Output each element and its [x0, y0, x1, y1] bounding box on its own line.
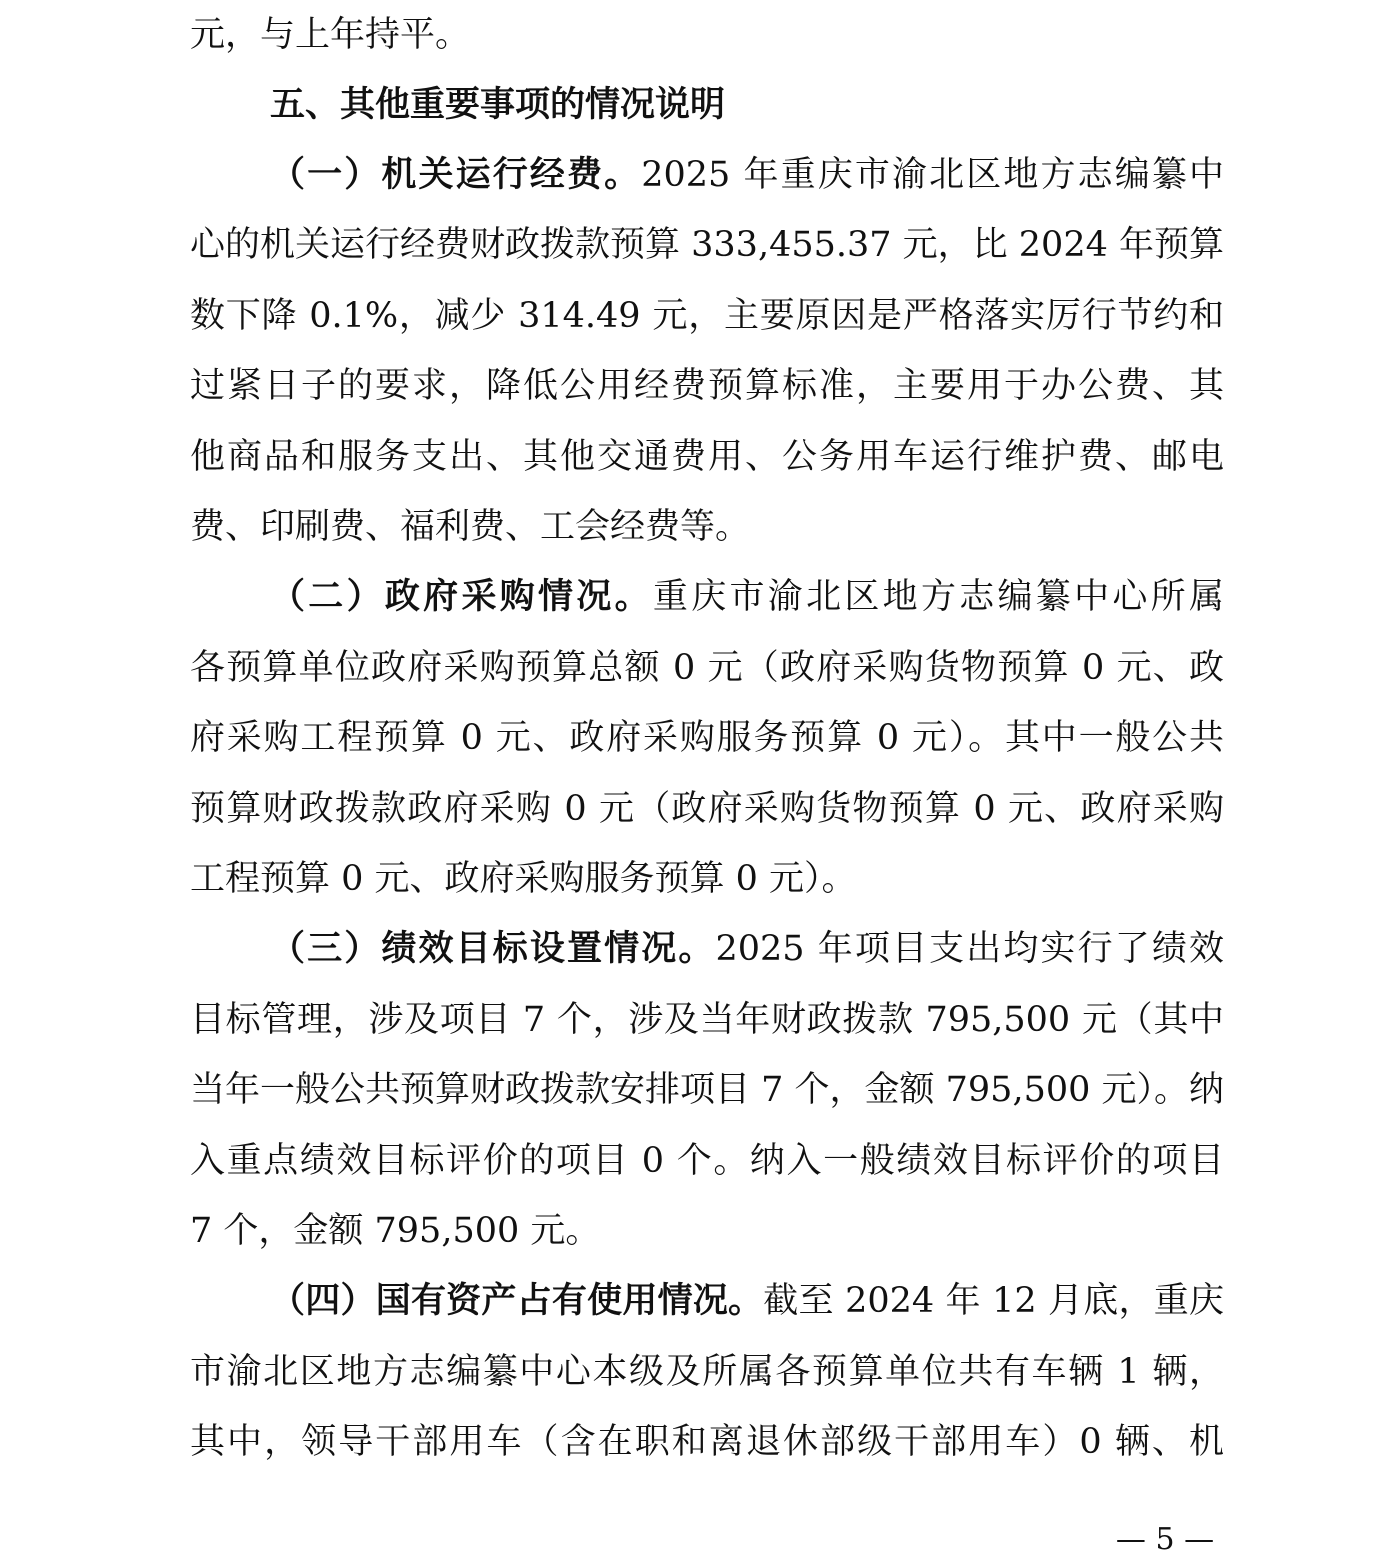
line-text: 数下降 0.1%，减少 314.49 元，主要原因是严格落实厉行节约和 — [190, 296, 1224, 336]
section-heading — [270, 75, 1224, 135]
line-text: 预算财政拨款政府采购 0 元（政府采购货物预算 0 元、政府采购 — [190, 789, 1224, 829]
paragraph-first-line — [270, 919, 1224, 979]
page-number: — 5 — — [1115, 1522, 1215, 1557]
paragraph-line — [190, 708, 1224, 768]
line-text: 重庆市渝北区地方志编纂中心所属 — [652, 577, 1224, 617]
paragraph-line — [190, 638, 1224, 698]
line-text: 他商品和服务支出、其他交通费用、公务用车运行维护费、邮电 — [190, 437, 1224, 477]
line-text: 2025 年项目支出均实行了绩效 — [715, 929, 1224, 969]
paragraph-lead: （四）国有资产占有使用情况。 — [270, 1281, 764, 1321]
line-text: 工程预算 0 元、政府采购服务预算 0 元）。 — [190, 859, 857, 899]
line-text: 心的机关运行经费财政拨款预算 333,455.37 元，比 2024 年预算 — [190, 225, 1224, 265]
line-text: 当年一般公共预算财政拨款安排项目 7 个，金额 795,500 元）。纳 — [190, 1070, 1224, 1110]
line-text: 截至 2024 年 12 月底，重庆 — [763, 1281, 1224, 1321]
paragraph-lead: （一）机关运行经费。 — [270, 155, 642, 195]
paragraph-line — [190, 1412, 1224, 1472]
paragraph-first-line — [270, 145, 1224, 205]
paragraph-line — [190, 215, 1224, 275]
paragraph-line — [190, 990, 1224, 1050]
paragraph-first-line — [270, 567, 1224, 627]
paragraph-lead: （三）绩效目标设置情况。 — [270, 929, 716, 969]
line-text: 府采购工程预算 0 元、政府采购服务预算 0 元）。其中一般公共 — [190, 718, 1224, 758]
line-text: 市渝北区地方志编纂中心本级及所属各预算单位共有车辆 1 辆， — [190, 1352, 1224, 1392]
paragraph-line — [190, 779, 1224, 839]
line-text: 7 个，金额 795,500 元。 — [190, 1211, 601, 1251]
paragraph-line — [190, 1342, 1224, 1402]
paragraph-line — [190, 356, 1224, 416]
paragraph-last-line — [190, 1201, 1224, 1261]
paragraph-lead: （二）政府采购情况。 — [270, 577, 653, 617]
line-text: 其中，领导干部用车（含在职和离退休部级干部用车）0 辆、机 — [190, 1422, 1224, 1462]
line-text: 费、印刷费、福利费、工会经费等。 — [190, 507, 751, 547]
section-heading-text: 五、其他重要事项的情况说明 — [270, 85, 726, 125]
paragraph-line — [190, 5, 1224, 65]
paragraph-line — [190, 286, 1224, 346]
paragraph-line — [190, 1060, 1224, 1120]
paragraph-last-line — [190, 849, 1224, 909]
line-text: 2025 年重庆市渝北区地方志编纂中 — [641, 155, 1224, 195]
line-text: 入重点绩效目标评价的项目 0 个。纳入一般绩效目标评价的项目 — [190, 1141, 1224, 1181]
line-text: 元，与上年持平。 — [190, 15, 471, 55]
paragraph-last-line — [190, 497, 1224, 557]
line-text: 各预算单位政府采购预算总额 0 元（政府采购货物预算 0 元、政 — [190, 648, 1224, 688]
paragraph-line — [190, 1131, 1224, 1191]
paragraph-first-line — [270, 1271, 1224, 1331]
line-text: 过紧日子的要求，降低公用经费预算标准，主要用于办公费、其 — [190, 366, 1224, 406]
paragraph-line — [190, 427, 1224, 487]
line-text: 目标管理，涉及项目 7 个，涉及当年财政拨款 795,500 元（其中 — [190, 1000, 1224, 1040]
